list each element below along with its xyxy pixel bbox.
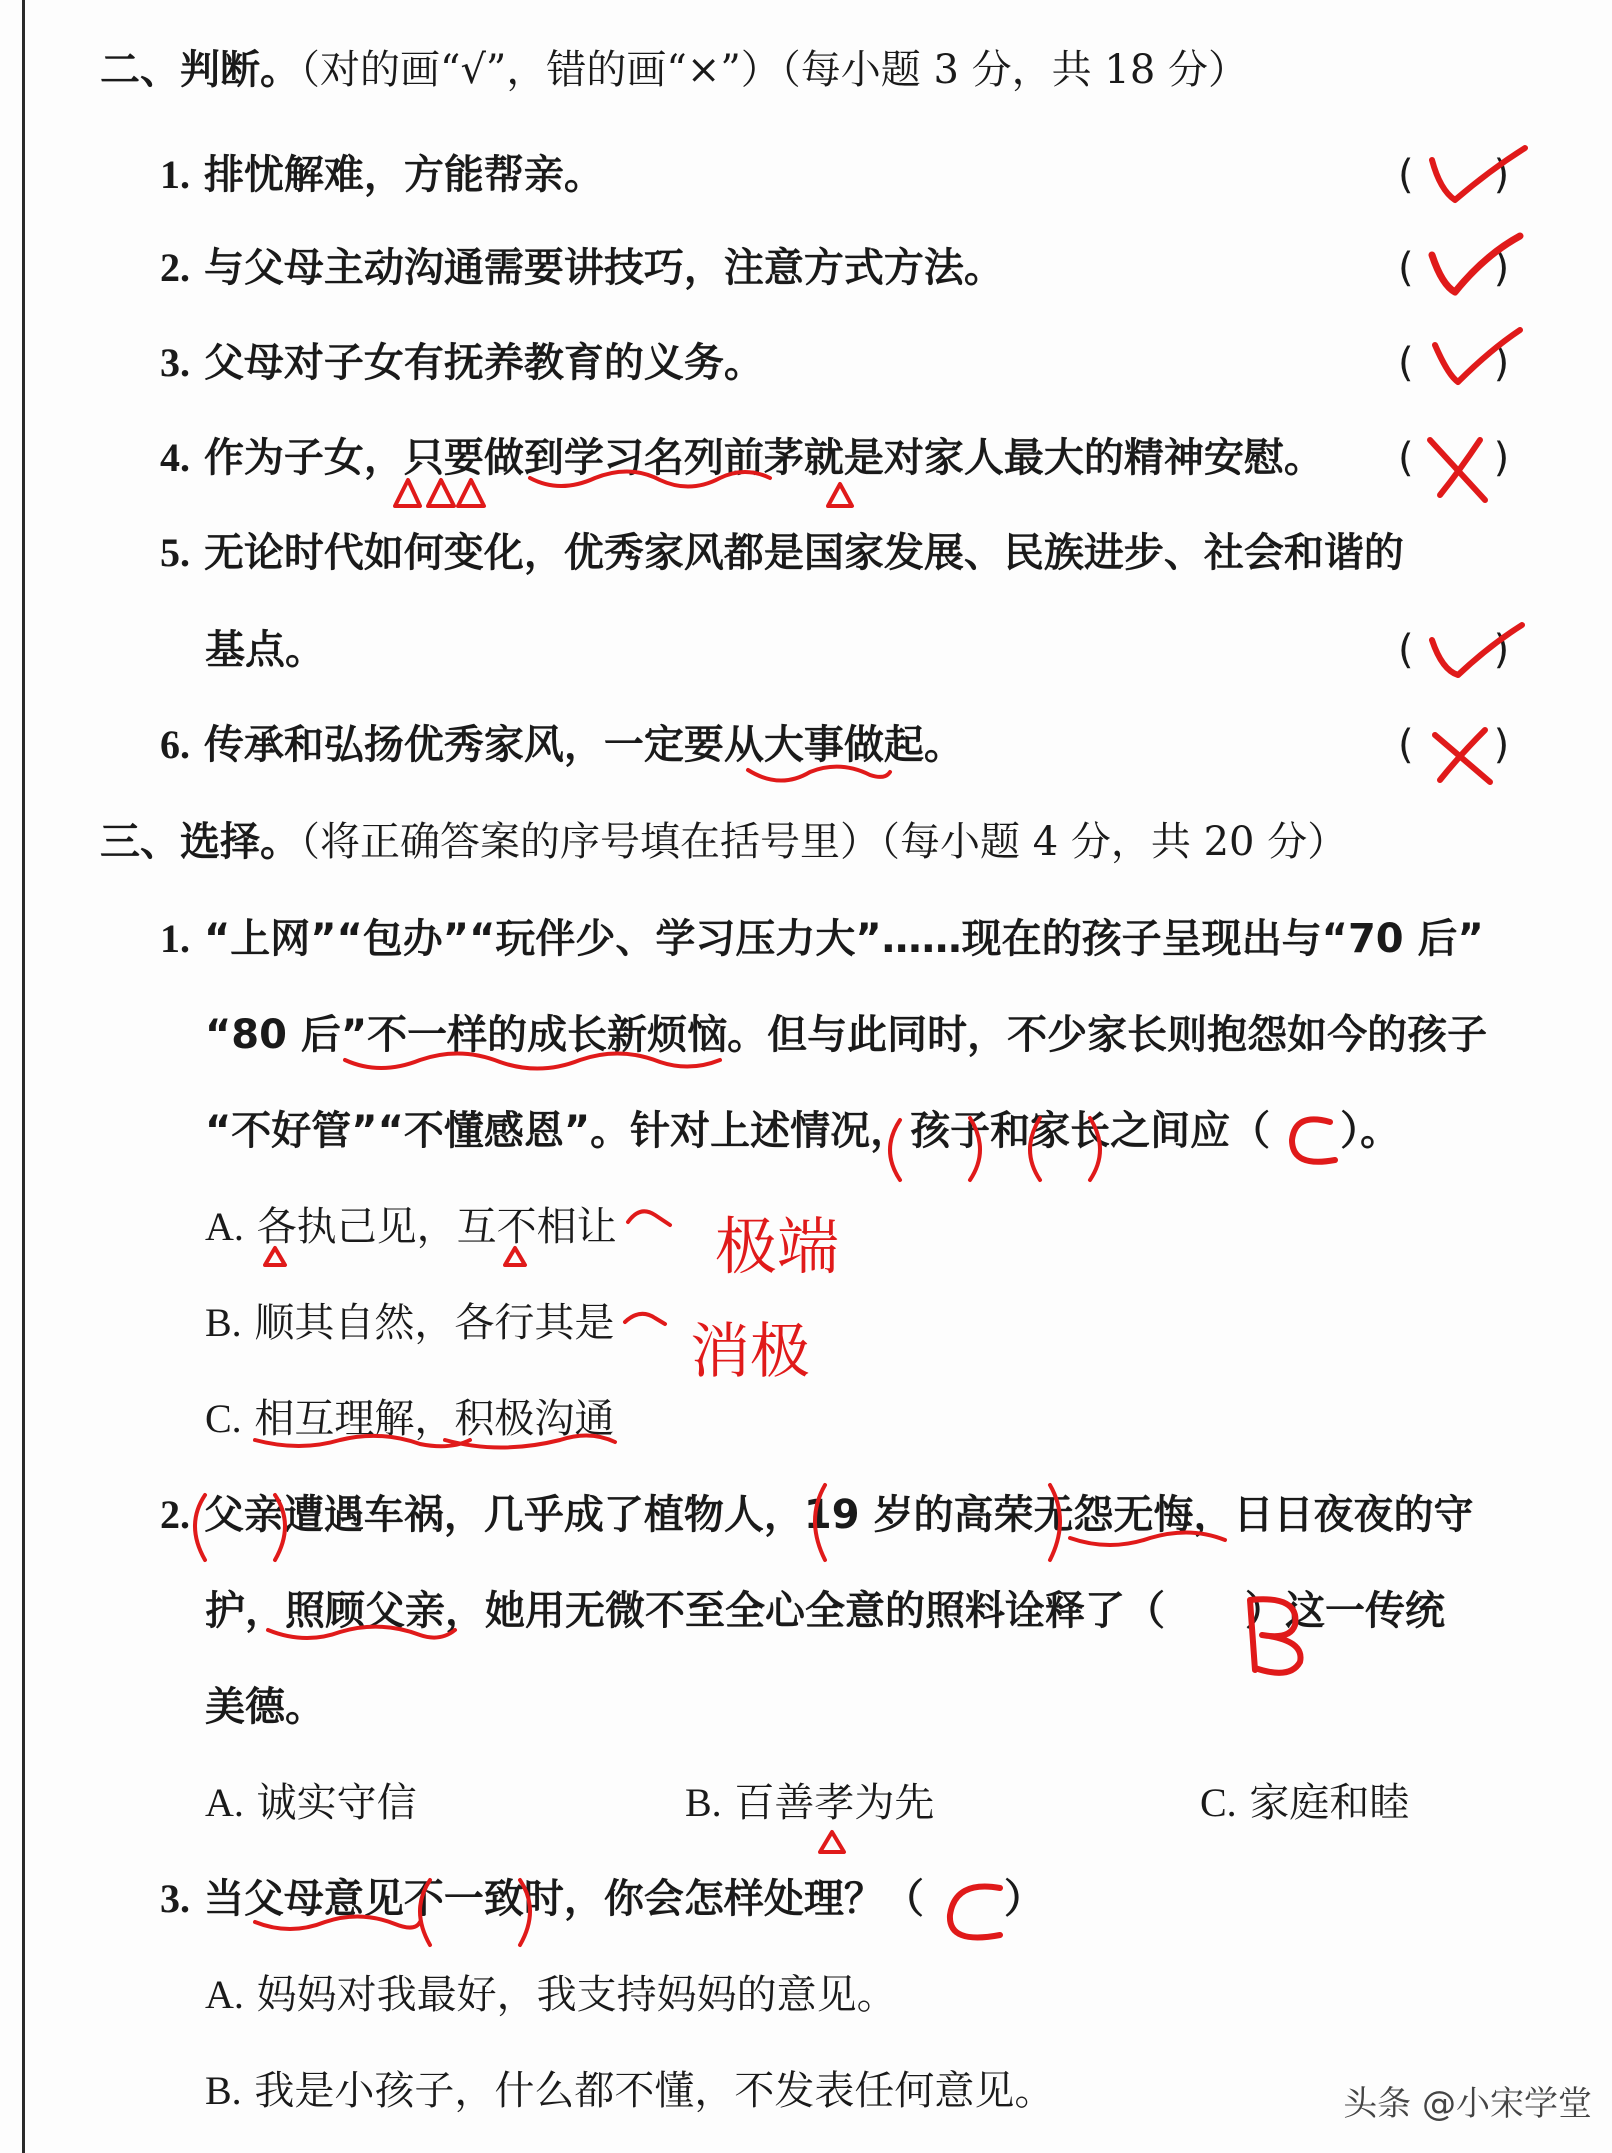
choice-q2-option-a: A. 诚实守信 (205, 1780, 417, 1826)
choice-q1-line1: 1. “上网”“包办”“玩伴少、学习压力大”……现在的孩子呈现出与“70 后” (160, 916, 1484, 962)
section-judge-heading (100, 45, 1248, 95)
judge-bracket-3: ( ) (1398, 340, 1510, 386)
judge-item-6: 6. 传承和弘扬优秀家风，一定要从大事做起。 (160, 722, 964, 768)
judge-bracket-1: ( ) (1398, 152, 1510, 198)
choice-q3-option-a: A. 妈妈对我最好，我支持妈妈的意见。 (205, 1972, 897, 2018)
note-passive: 消极 (690, 1317, 810, 1387)
choice-q1-option-a: A. 各执己见，互不相让 (205, 1204, 617, 1250)
judge-item-5-cont: 基点。 (205, 627, 325, 673)
note-extreme: 极端 (715, 1210, 840, 1283)
choice-q2-line2: 护，照顾父亲，她用无微不至全心全意的照料诠释了（ ）这一传统 (205, 1588, 1445, 1634)
choice-q2-line3: 美德。 (205, 1684, 325, 1730)
page-left-border (22, 0, 25, 2153)
section-choice-note: （将正确答案的序号填在括号里）（每小题 4 分，共 20 分） (300, 819, 1348, 865)
judge-bracket-6: ( ) (1398, 722, 1510, 768)
choice-q3-option-b: B. 我是小孩子，什么都不懂，不发表任何意见。 (205, 2068, 1055, 2114)
choice-q1-option-c: C. 相互理解，积极沟通 (205, 1396, 615, 1442)
choice-q3-line1: 3. 当父母意见不一致时，你会怎样处理？（ ） (160, 1876, 1044, 1922)
judge-item-1: 1. 排忧解难，方能帮亲。 (160, 152, 604, 198)
section-judge-title: 二、判断。 (100, 46, 300, 93)
section-choice-title: 三、选择。 (100, 818, 300, 865)
triangle-marks-4 (395, 480, 852, 506)
choice-q1-option-b: B. 顺其自然，各行其是 (205, 1300, 615, 1346)
judge-item-2: 2. 与父母主动沟通需要讲技巧，注意方式方法。 (160, 245, 1004, 291)
section-choice-heading (100, 817, 1347, 867)
choice-q1-line2: “80 后”不一样的成长新烦恼。但与此同时，不少家长则抱怨如今的孩子 (205, 1012, 1488, 1058)
section-judge-note: （对的画“√”，错的画“×”）（每小题 3 分，共 18 分） (300, 47, 1249, 93)
choice-q2-option-b: B. 百善孝为先 (685, 1780, 935, 1826)
choice-q2-line1: 2. 父亲遭遇车祸，几乎成了植物人，19 岁的高荣无怨无悔，日日夜夜的守 (160, 1492, 1474, 1538)
judge-item-3: 3. 父母对子女有抚养教育的义务。 (160, 340, 764, 386)
alpha-marks-q1 (625, 1211, 670, 1324)
judge-item-4: 4. 作为子女，只要做到学习名列前茅就是对家人最大的精神安慰。 (160, 435, 1324, 481)
judge-bracket-4: ( ) (1398, 435, 1510, 481)
choice-q2-option-c: C. 家庭和睦 (1200, 1780, 1410, 1826)
choice-q1-line3: “不好管”“不懂感恩”。针对上述情况，孩子和家长之间应（ ）。 (205, 1108, 1401, 1154)
watermark: 头条 @小宋学堂 (1343, 2084, 1592, 2124)
triangle-mark-q2 (820, 1832, 844, 1852)
judge-bracket-2: ( ) (1398, 245, 1510, 291)
judge-item-5: 5. 无论时代如何变化，优秀家风都是国家发展、民族进步、社会和谐的 (160, 530, 1404, 576)
judge-bracket-5: ( ) (1398, 627, 1510, 673)
